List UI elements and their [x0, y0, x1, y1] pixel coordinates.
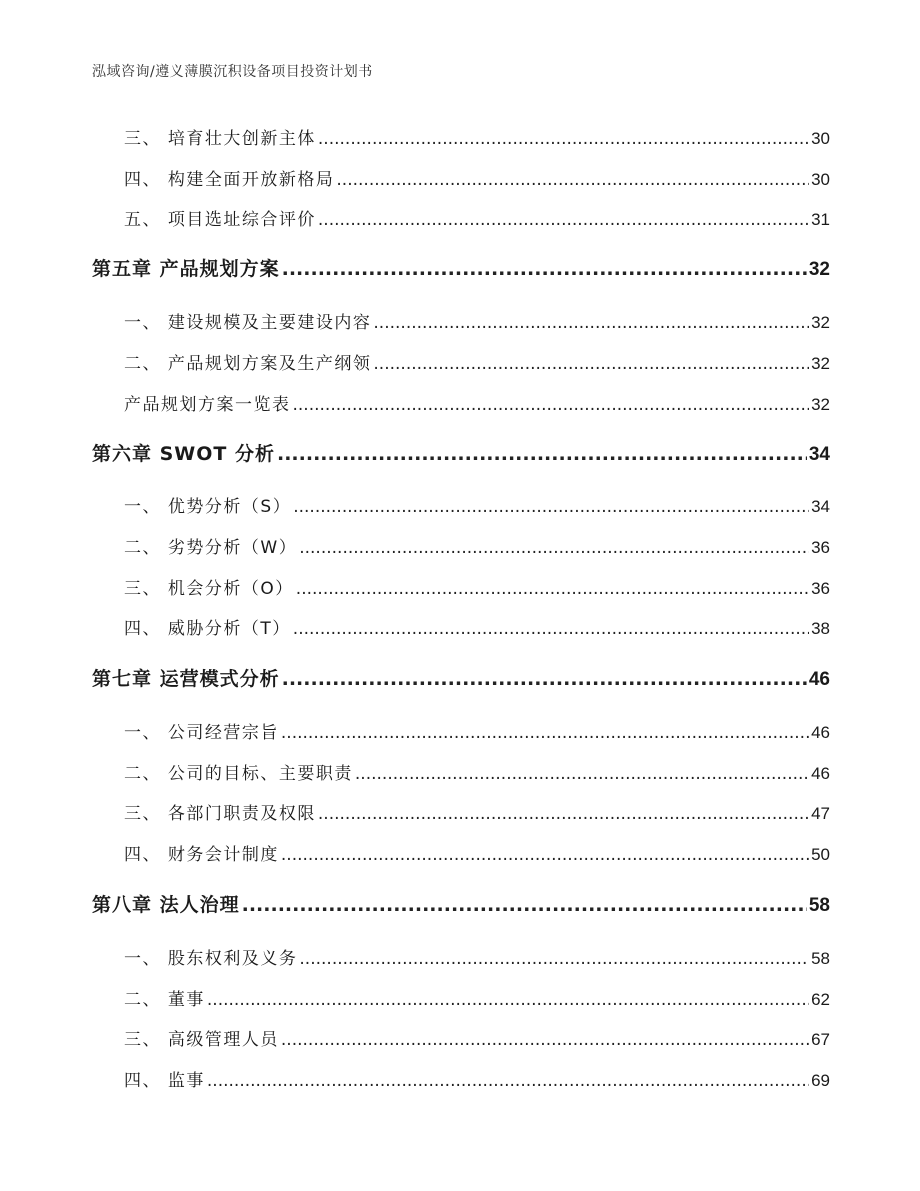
dot-leader [281, 1030, 809, 1050]
dot-leader [242, 894, 807, 916]
toc-entry[interactable] [124, 533, 830, 557]
toc-entry-page: 62 [811, 990, 830, 1009]
toc-chapter-page: 34 [808, 444, 830, 465]
toc-chapter-label: 第七章 运营模式分析 [92, 668, 280, 690]
toc-entry-page: 50 [811, 845, 830, 864]
toc-entry-page: 32 [811, 313, 830, 332]
toc-entry-page: 32 [811, 395, 830, 414]
toc-chapter[interactable] [92, 890, 830, 918]
toc-entry-page: 36 [811, 538, 830, 557]
dot-leader [299, 949, 809, 969]
toc-entry-label: 四、 构建全面开放新格局 [124, 170, 335, 190]
dot-leader [282, 258, 807, 280]
toc-entry-label: 二、 劣势分析（W） [124, 538, 298, 558]
toc-chapter[interactable] [92, 254, 830, 282]
toc-entry[interactable] [124, 718, 830, 742]
dot-leader [318, 129, 809, 149]
dot-leader [373, 354, 809, 374]
toc-chapter-page: 32 [808, 259, 830, 280]
toc-chapter-page: 46 [808, 669, 830, 690]
dot-leader [281, 845, 809, 865]
toc-entry[interactable] [124, 308, 830, 332]
toc-entry-page: 30 [811, 129, 830, 148]
toc-chapter-label: 第六章 SWOT 分析 [92, 443, 275, 465]
toc-entry[interactable] [124, 1025, 830, 1049]
dot-leader [296, 579, 809, 599]
toc-entry[interactable] [124, 390, 830, 414]
toc-chapter-label: 第五章 产品规划方案 [92, 258, 280, 280]
running-header: 泓域咨询/遵义薄膜沉积设备项目投资计划书 [92, 64, 373, 80]
dot-leader [336, 170, 809, 190]
toc-entry-page: 32 [811, 354, 830, 373]
dot-leader [277, 443, 807, 465]
toc-entry-label: 五、 项目选址综合评价 [124, 210, 316, 230]
toc-entry[interactable] [124, 124, 830, 148]
dot-leader [281, 723, 809, 743]
toc-chapter-label: 第八章 法人治理 [92, 894, 240, 916]
toc-entry-page: 36 [811, 579, 830, 598]
toc-entry-page: 38 [811, 619, 830, 638]
toc-entry[interactable] [124, 944, 830, 968]
toc-entry[interactable] [124, 799, 830, 823]
toc-entry-label: 三、 机会分析（O） [124, 579, 294, 599]
toc-entry[interactable] [124, 492, 830, 516]
toc-entry-label: 四、 威胁分析（T） [124, 619, 291, 639]
toc-entry[interactable] [124, 574, 830, 598]
dot-leader [318, 804, 809, 824]
toc-entry[interactable] [124, 614, 830, 638]
toc-entry-label: 一、 股东权利及义务 [124, 949, 298, 969]
toc-entry-page: 30 [811, 170, 830, 189]
toc-entry-label: 一、 优势分析（S） [124, 497, 292, 517]
toc-entry-label: 四、 监事 [124, 1071, 205, 1091]
toc-entry-page: 69 [811, 1071, 830, 1090]
toc-entry[interactable] [124, 840, 830, 864]
toc-entry[interactable] [124, 759, 830, 783]
toc-entry[interactable] [124, 165, 830, 189]
toc-entry[interactable] [124, 205, 830, 229]
dot-leader [207, 990, 809, 1010]
toc-chapter[interactable] [92, 664, 830, 692]
toc-entry-label: 一、 建设规模及主要建设内容 [124, 313, 372, 333]
toc-entry-label: 三、 培育壮大创新主体 [124, 129, 316, 149]
toc-entry[interactable] [124, 1066, 830, 1090]
dot-leader [293, 395, 810, 415]
toc-entry-page: 34 [811, 497, 830, 516]
toc-entry-label: 二、 公司的目标、主要职责 [124, 764, 353, 784]
toc-entry[interactable] [124, 985, 830, 1009]
toc-entry-page: 31 [811, 210, 830, 229]
toc-entry-label: 二、 产品规划方案及生产纲领 [124, 354, 372, 374]
dot-leader [282, 668, 807, 690]
toc-entry-page: 46 [811, 723, 830, 742]
dot-leader [373, 313, 809, 333]
dot-leader [207, 1071, 809, 1091]
toc-entry-label: 三、 高级管理人员 [124, 1030, 279, 1050]
dot-leader [355, 764, 809, 784]
toc-chapter[interactable] [92, 439, 830, 467]
dot-leader [293, 497, 809, 517]
toc-entry-page: 47 [811, 804, 830, 823]
dot-leader [299, 538, 809, 558]
toc-entry-label: 一、 公司经营宗旨 [124, 723, 279, 743]
toc-entry-page: 67 [811, 1030, 830, 1049]
toc-entry-label: 二、 董事 [124, 990, 205, 1010]
dot-leader [293, 619, 809, 639]
dot-leader [318, 210, 809, 230]
toc-entry-label: 四、 财务会计制度 [124, 845, 279, 865]
toc-entry-page: 58 [811, 949, 830, 968]
toc-entry-page: 46 [811, 764, 830, 783]
toc-entry-label: 三、 各部门职责及权限 [124, 804, 316, 824]
toc-entry-label: 产品规划方案一览表 [124, 395, 291, 415]
toc-chapter-page: 58 [808, 895, 830, 916]
toc-entry[interactable] [124, 349, 830, 373]
